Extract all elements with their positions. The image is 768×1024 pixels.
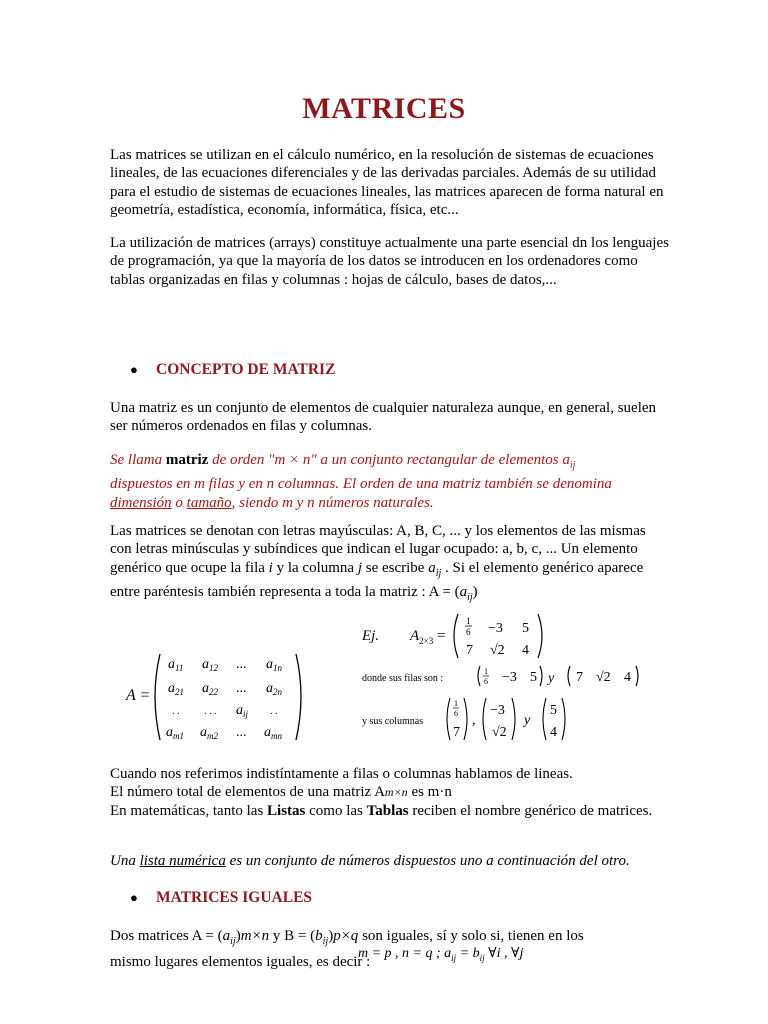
eq-mn: m×n [240,928,270,944]
row1-frac-den: 6 [484,677,488,686]
def-text-d: , siendo m y n números naturales. [231,494,434,511]
row2-val1: 7 [576,670,583,685]
lines-text-1: Cuando nos referimos indistíntamente a filas o columnas hablamos de lineas. [110,766,573,782]
col1-frac-num: 1 [454,699,458,708]
eq-text-line2: mismo lugares elementos iguales, es decir : [110,954,371,970]
col2-val1: −3 [490,703,505,718]
list-def-a: Una [110,853,140,869]
lines-text-2b: es m·n [407,784,452,801]
lines-text-2a: El número total de elementos de una matriz A [110,784,385,801]
eq-text-a: Dos matrices A = ( [110,928,223,944]
generic-a12: $a_{12}$ [202,657,218,673]
lines-text-2mn: m×n [384,785,408,800]
generic-dots-r3b: . . . [204,706,217,717]
cond-text-b: = b [456,946,480,961]
eq-bij-b: $b_{ij}$ [315,928,329,947]
lines-text-3b: como las [305,802,367,819]
section-heading-iguales [130,889,312,907]
ex-a13: 5 [522,621,529,636]
concepto-paragraph: Una matriz es un conjunto de elementos de cualquier naturaleza aunque, en general, suelen ser números ordenados en filas y columnas. [110,400,657,435]
section-heading-concepto [130,361,335,379]
def-tamano-link: tamaño [186,494,232,511]
notation-j: j [357,559,362,576]
notation-text-c: se escribe [362,559,429,576]
intro-paragraph-2: La utilización de matrices (arrays) constituye actualmente una parte esencial dn los lenguajes de programación, ya que la mayoría de los datos se introducen en los ordenadores como tablas organizadas en filas y columnas : hojas de cálculo, bases de datos,... [110,235,669,288]
example-matrix-name: $A_{2\times 3}$ = [410,628,446,646]
col-sep-1: , [472,713,476,728]
heading-text: MATRICES IGUALES [156,889,313,906]
def-text-c: dispuestos en m filas y en n columnas. El orden de una matriz también se denomina [110,476,612,493]
bullet-icon: ● [130,362,138,377]
eq-text-e: ) [328,928,334,944]
notation-a2: a [459,583,468,600]
listas-bold: Listas [267,802,306,819]
row2-val3: 4 [624,670,631,685]
lines-text-3c: reciben el nombre genérico de matrices. [408,802,653,819]
notation-i: i [268,559,273,576]
definition-paragraph [110,451,670,512]
ex-frac-den: 6 [466,627,471,637]
ex-a12: −3 [488,621,503,636]
def-text-b: de orden "m × n" a un conjunto rectangular de elementos a [208,452,570,468]
cond-sub1: ij [451,952,457,963]
ex-frac-num: 1 [466,616,471,626]
intro-paragraph-1: Las matrices se utilizan en el cálculo numérico, en la resolución de sistemas de ecuaciones lineales, de las ecuaciones diferenciales y de las derivadas parciales. Además de su utilidad para el estudio de sistemas de ecuaciones lineales, las matrices aparecen de forma natural en geometría, estadística, economía, informática, física, etc... [110,147,664,218]
generic-matrix-label: A = [126,687,151,704]
list-def-b: es un conjunto de números dispuestos uno a continuación del otro. [225,853,630,869]
list-def-link: lista numérica [139,853,226,869]
row2-val2: √2 [596,670,611,685]
col2-val2: √2 [492,725,507,740]
lines-paragraph [110,765,670,820]
eq-text-b: ) [235,928,241,944]
def-bold: matriz [165,452,209,468]
lines-text-3 [110,802,670,820]
notation-text-b: y la columna [272,559,358,576]
rows-y: y [548,671,555,686]
example-label: Ej. [362,628,380,644]
notation-text-d: . Si el elemento genérico aparece entre paréntesis también representa a toda la matriz : A = ( [110,559,644,600]
eq-pq: p×q [333,928,359,944]
generic-amn: $a_{mn}$ [264,725,282,741]
columns-y: y [524,713,531,728]
col1-frac-den: 6 [454,709,458,718]
generic-a22: $a_{22}$ [202,681,218,697]
matrix-examples [110,606,670,756]
generic-aij: $a_{ij}$ [236,703,249,719]
notation-a2-sub: ij [467,591,473,603]
generic-a21: $a_{21}$ [168,681,184,697]
heading-text: CONCEPTO DE MATRIZ [156,361,336,378]
matrix-figure [110,606,670,756]
tablas-bold: Tablas [366,802,409,819]
cond-sub2: ij [479,952,485,963]
bullet-icon: ● [130,890,138,905]
col3-val1: 5 [550,703,557,718]
generic-am1: $a_{m1}$ [166,725,184,741]
ex-a21: 7 [466,643,473,658]
generic-a1n: $a_{1n}$ [266,657,282,673]
eq-bij-a: $a_{ij}$ [222,928,236,947]
notation-text-e: ) [472,583,478,600]
page-title: MATRICES [302,92,466,125]
col3-val2: 4 [550,725,557,740]
row1-val2: −3 [502,670,517,685]
def-dimension-link: dimensión [110,494,172,511]
generic-dots-r3a: . . [172,706,180,717]
generic-a2n: $a_{2n}$ [266,681,282,697]
generic-dots-r3d: . . [270,706,278,717]
cond-text: m = p , n = q ; a [358,946,452,961]
generic-dots-2: ... [236,681,247,696]
notation-a: a [428,559,436,576]
def-sub: ij [569,460,576,471]
eq-text-g: son iguales, sí y solo si, tienen en los [358,928,584,944]
ex-a22: √2 [490,643,505,658]
lines-text-2 [110,783,670,801]
list-definition [110,852,670,870]
row1-frac-num: 1 [484,667,488,676]
generic-am2: $a_{m2}$ [200,725,218,741]
generic-dots-1: ... [236,657,247,672]
generic-a11: $a_{11}$ [168,657,184,673]
eq-text-d: y B = ( [269,928,316,944]
lines-text-3a: En matemáticas, tanto las [110,802,268,819]
ex-a23: 4 [522,643,529,658]
generic-dots-4: ... [236,725,247,740]
def-text-o: o [171,494,187,511]
columns-label: y sus columnas [362,716,424,727]
def-text-a: Se llama [110,452,166,468]
cond-text-c: ∀i , ∀j [484,946,524,961]
row1-val3: 5 [530,670,537,685]
equality-condition [358,945,523,963]
notation-a-sub: ij [435,567,442,579]
col1-val2: 7 [453,725,460,740]
notation-text-a: Las matrices se denotan con letras mayúsculas: A, B, C, ... y los elementos de las mismas con letras minúsculas y subíndices que indican el lugar ocupado: a, b, c, ... Un elemento genérico que ocupe la fila [110,523,646,576]
notation-paragraph [110,522,670,607]
rows-label: donde sus filas son : [362,673,444,684]
